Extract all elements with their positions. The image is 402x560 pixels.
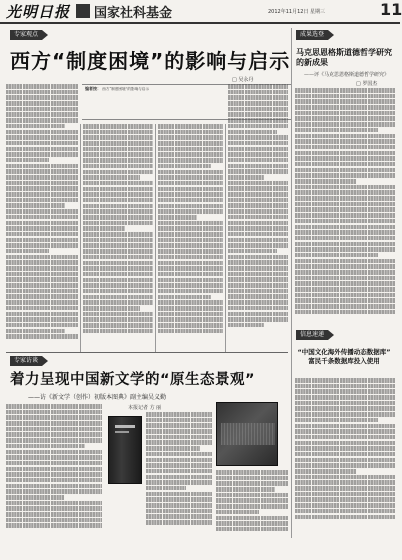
bottom-article-subtitle: ——访《新文学（创作）初版本图典》副主编吴义勤 [28,394,167,401]
abstract-label: 编者按： [85,86,101,91]
section-divider [6,352,288,353]
right-article-title[interactable]: 马克思恩格斯道德哲学研究的新成果 [296,48,392,67]
right-article-byline: □ 罗国杰 [356,81,378,87]
notice-title-line1[interactable]: “中国文化海外传播动态数据库” [297,348,391,356]
column-divider [155,124,156,352]
notice-title-line2[interactable]: 富民千条数据库投入使用 [308,357,380,365]
bottom-article-title[interactable]: 着力呈现中国新文学的“原生态景观” [10,372,256,388]
page-column-divider [291,28,292,538]
text-column-1 [6,84,78,354]
section-header [76,2,216,20]
top-article-byline: □ 吴永丹 [232,77,254,83]
masthead-rule [0,22,400,24]
book-title-stripe [115,425,135,428]
page-number: 11 [380,0,402,19]
book-subtitle-stripe [115,431,129,433]
tag-expert-interview: 专家访谈 [10,356,42,366]
notice-text-column [295,378,396,538]
book-spread-image [216,402,278,466]
bottom-article-byline: 本报记者 方 丽 [128,405,162,411]
bottom-text-column-1 [6,404,102,538]
section-title: 国家社科基金 [94,5,173,21]
tag-selected-results: 成果选登 [296,30,328,40]
bottom-text-column-2 [146,412,212,538]
right-article-subtitle: ——评《马克思恩格斯道德哲学研究》 [304,72,390,78]
dateline: 2012年11月12日 星期三 [268,9,326,15]
masthead [0,0,400,24]
tag-expert-opinion: 专家观点 [10,30,42,40]
tag-news-flash: 信息速递 [296,330,328,340]
text-column-4 [228,84,288,352]
newspaper-logo: 光明日报 [6,3,71,21]
right-text-column [295,88,396,332]
section-square-icon [76,4,90,18]
abstract-text: 西方“制度困境”的影响与启示 [102,87,149,91]
column-divider [225,124,226,352]
top-article-title[interactable]: 西方“制度困境”的影响与启示 [10,49,291,73]
book-cover-image [108,416,142,484]
bottom-text-column-3 [216,470,288,538]
text-column-3 [158,124,223,352]
text-column-2 [83,124,153,352]
image-text-band [221,423,275,445]
column-divider [80,124,81,352]
